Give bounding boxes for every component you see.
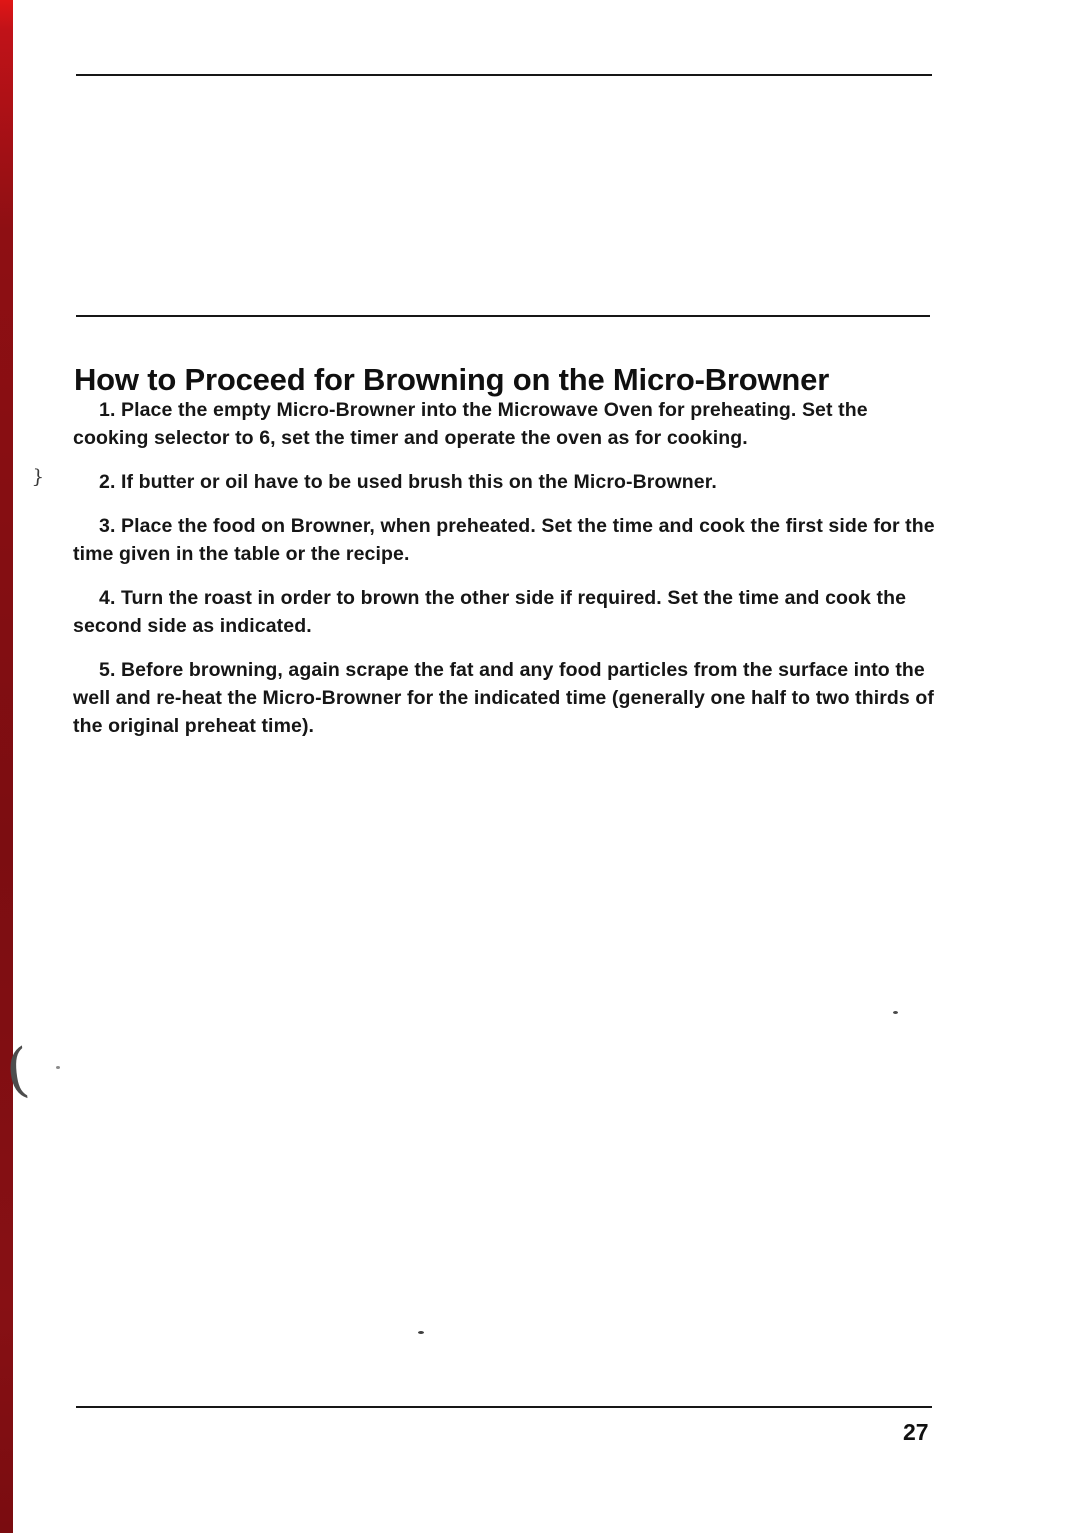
page-number: 27 <box>903 1419 929 1445</box>
step-paragraph-3: 3. Place the food on Browner, when preheated. Set the time and cook the first side for the time given in the table or the recipe. <box>73 515 935 565</box>
scan-speck-icon <box>893 1011 898 1014</box>
step-paragraph-5: 5. Before browning, again scrape the fat and any food particles from the surface into the well and re-heat the Micro-Browner for the indicated time (generally one half to two thirds of the original preheat time). <box>73 659 934 737</box>
margin-squiggle-mark: } <box>31 465 45 489</box>
heading-rule <box>76 315 930 317</box>
scan-speck-icon <box>56 1066 60 1069</box>
footer-rule <box>76 1406 932 1408</box>
instruction-list <box>73 396 941 756</box>
top-rule <box>76 74 932 76</box>
step-paragraph-4: 4. Turn the roast in order to brown the other side if required. Set the time and cook the second side as indicated. <box>73 587 907 637</box>
page-title: How to Proceed for Browning on the Micro-Browner <box>74 361 830 397</box>
scan-edge-strip <box>0 0 13 1533</box>
handwritten-paren-mark: ( <box>2 1035 33 1105</box>
step-paragraph-1: 1. Place the empty Micro-Browner into the Microwave Oven for preheating. Set the cooking selector to 6, set the timer and operate the oven as for cooking. <box>73 399 868 449</box>
scan-speck-icon <box>418 1331 424 1334</box>
step-paragraph-2: 2. If butter or oil have to be used brush this on the Micro-Browner. <box>99 471 717 493</box>
